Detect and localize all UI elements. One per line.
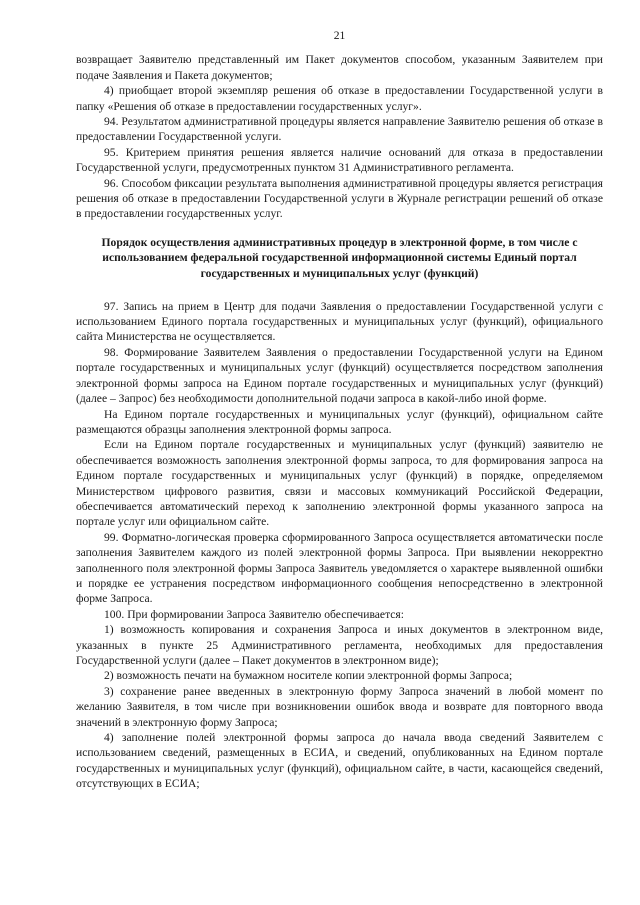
paragraph-98: 98. Формирование Заявителем Заявления о предоставлении Государственной услуги на Едином портале государственных и муниципальных услуг (функций) осуществляется посредством заполнения электронной формы запроса на Едином портале государственных и муниципальных услуг (функций) (далее – Запрос) без необходимости дополнительной подачи запроса в какой-либо иной форме. bbox=[76, 345, 603, 406]
paragraph-continuation: возвращает Заявителю представленный им Пакет документов способом, указанным Заявителем при подаче Заявления и Пакета документов; bbox=[76, 53, 603, 82]
paragraph-97: 97. Запись на прием в Центр для подачи Заявления о предоставлении Государственной услуги с использованием Единого портала государственных и муниципальных услуг (функций), официального сайта Министерства не осуществляется. bbox=[76, 299, 603, 344]
document-page bbox=[76, 28, 603, 792]
paragraph-100-item-1: 1) возможность копирования и сохранения Запроса и иных документов в электронном виде, указанных в пункте 25 Административного регламента, необходимых для предоставления Государственной услуги (далее – Пакет документов в электронном виде); bbox=[76, 623, 603, 667]
paragraph-94: 94. Результатом административной процедуры является направление Заявителю решения об отказе в предоставлении Государственной услуги. bbox=[76, 115, 603, 144]
paragraph-98-samples: На Едином портале государственных и муниципальных услуг (функций), официальном сайте размещаются образцы заполнения электронной формы запроса. bbox=[76, 407, 603, 436]
paragraph-96: 96. Способом фиксации результата выполнения административной процедуры является регистрация решения об отказе в предоставлении Государственной услуги в Журнале регистрации решений об отказе в предоставлении государственных услуг. bbox=[76, 176, 603, 221]
paragraph-95: 95. Критерием принятия решения является наличие оснований для отказа в предоставлении Государственной услуги, предусмотренных пунктом 31 Административного регламента. bbox=[76, 145, 603, 175]
paragraph-100: 100. При формировании Запроса Заявителю обеспечивается: bbox=[104, 607, 404, 621]
page-number: 21 bbox=[333, 29, 346, 42]
paragraph-100-item-2: 2) возможность печати на бумажном носителе копии электронной формы Запроса; bbox=[104, 669, 513, 683]
paragraph-98-fallback: Если на Едином портале государственных и муниципальных услуг (функций) заявителю не обеспечивается возможность заполнения электронной формы запроса, то для формирования запроса на Едином портале государственных и муниципальных услуг (функций) в порядке, определяемом Министерством цифрового развития, связи и массовых коммуникаций Российской Федерации, обеспечивается автоматический переход к заполнению электронной формы указанного запроса на портале услуг или официальном сайте. bbox=[76, 438, 603, 529]
paragraph-item-4: 4) приобщает второй экземпляр решения об отказе в предоставлении Государственной услуги в папку «Решения об отказе в предоставлении государственных услуг». bbox=[76, 84, 603, 113]
paragraph-100-item-4: 4) заполнение полей электронной формы запроса до начала ввода сведений Заявителем с использованием сведений, размещенных в ЕСИА, и сведений, опубликованных на Едином портале государственных и муниципальных услуг (функций), официальном сайте, в части, касающейся сведений, отсутствующих в ЕСИА; bbox=[76, 731, 603, 791]
section-heading: Порядок осуществления административных процедур в электронной форме, в том числе с использованием федеральной государственной информационной системы Единый портал государственных и муниципальных услуг (функций) bbox=[101, 235, 578, 281]
paragraph-100-item-3: 3) сохранение ранее введенных в электронную форму Запроса значений в любой момент по желанию Заявителя, в том числе при возникновении ошибок ввода и возврате для повторного ввода значений в электронную форму Запроса; bbox=[76, 684, 603, 729]
paragraph-99: 99. Форматно-логическая проверка сформированного Запроса осуществляется автоматически после заполнения Заявителем каждого из полей электронной формы Запроса. При выявлении некорректно заполненного поля электронной формы Запроса Заявитель уведомляется о характере выявленной ошибки и порядке ее устранения посредством информационного сообщения непосредственно в электронной форме Запроса. bbox=[76, 530, 603, 606]
